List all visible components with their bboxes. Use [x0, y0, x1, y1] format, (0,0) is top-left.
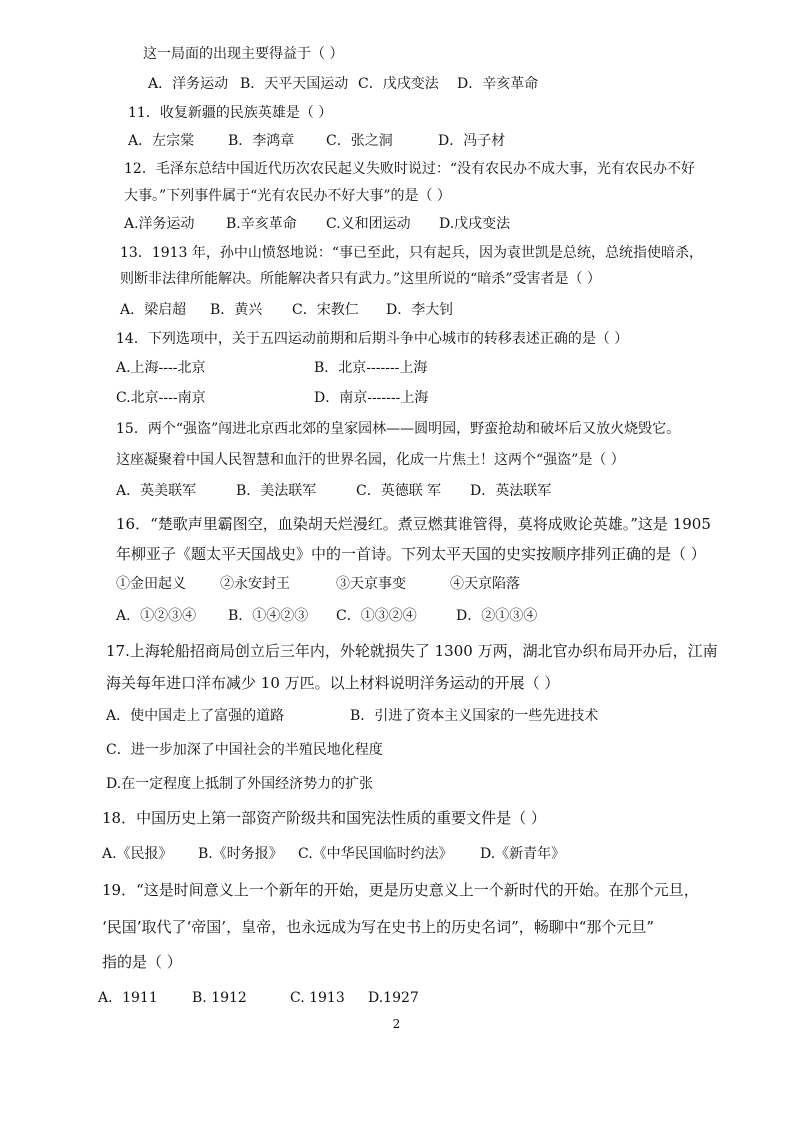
q16-option-b: B．①④②③	[228, 608, 309, 624]
q16-option-a: A．①②③④	[116, 608, 197, 624]
q14-option-a: A.上海----北京	[116, 360, 206, 376]
q12-option-b: B.辛亥革命	[226, 216, 297, 232]
q13-option-a: A．梁启超	[120, 302, 187, 318]
q11-option-b: B．李鸿章	[228, 133, 295, 149]
q18-option-c: C.《中华民国临时约法》	[298, 846, 453, 862]
q18-option-b: B.《时务报》	[198, 846, 283, 862]
q16-event-2: ②永安封王	[220, 576, 290, 592]
q14-stem: 14．下列选项中，关于五四运动前期和后期斗争中心城市的转移表述正确的是（ ）	[116, 331, 629, 347]
q15-option-a: A．英美联军	[116, 483, 197, 499]
q16-option-d: D．②①③④	[456, 608, 538, 624]
q18-option-d: D.《新青年》	[480, 846, 566, 862]
q19-stem-line-1: 19．“这是时间意义上一个新年的开始，更是历史意义上一个新时代的开始。在那个元旦，	[102, 881, 699, 899]
q18-option-a: A.《民报》	[102, 846, 173, 862]
q12-stem-line-1: 12．毛泽东总结中国近代历次农民起义失败时说过：“没有农民办不成大事，光有农民办不好	[124, 161, 695, 177]
q15-option-c: C．英德联 军	[356, 483, 442, 499]
page-number: 2	[392, 1017, 401, 1031]
q15-stem-line-1: 15．两个“强盗”闯进北京西北郊的皇家园林——圆明园，野蛮抢劫和破坏后又放火烧毁它。	[116, 421, 681, 437]
q16-stem-line-2: 年柳亚子《题太平天国战史》中的一首诗。下列太平天国的史实按顺序排列正确的是（ ）	[116, 545, 706, 563]
q19-option-c: C. 1913	[290, 990, 345, 1006]
q13-stem-line-1: 13．1913 年，孙中山愤怒地说：“事已至此，只有起兵，因为袁世凯是总统，总统指使暗杀，	[120, 245, 704, 261]
q10-option-b: B．天平天国运动	[240, 76, 349, 92]
q10-option-c: C．戊戌变法	[358, 76, 439, 92]
q14-option-b: B．北京-------上海	[314, 360, 428, 376]
q12-option-a: A.洋务运动	[124, 216, 195, 232]
q19-option-a: A．1911	[98, 990, 158, 1006]
q13-option-d: D．李大钊	[386, 302, 454, 318]
q11-option-a: A．左宗棠	[128, 133, 195, 149]
q13-option-c: C．宋教仁	[292, 302, 359, 318]
q17-option-b: B．引进了资本主义国家的一些先进技术	[350, 708, 599, 724]
q16-event-3: ③天京事变	[336, 576, 406, 592]
q14-option-c: C.北京----南京	[116, 390, 206, 406]
q17-option-d: D.在一定程度上抵制了外国经济势力的扩张	[106, 776, 374, 792]
q17-stem-line-1: 17.上海轮船招商局创立后三年内，外轮就损失了 1300 万两，湖北官办织布局开办后，江南	[106, 642, 718, 660]
q10-stem: 这一局面的出现主要得益于（ ）	[143, 46, 344, 62]
q16-option-c: C．①③②④	[336, 608, 417, 624]
q16-stem-line-1: 16．“楚歌声里霸图空，血染胡天烂漫红。煮豆燃萁谁管得，莫将成败论英雄。”这是 1905	[116, 515, 711, 533]
q11-stem: 11．收复新疆的民族英雄是（ ）	[128, 105, 333, 121]
q14-option-d: D．南京-------上海	[314, 390, 429, 406]
q15-stem-line-2: 这座凝聚着中国人民智慧和血汗的世界名园，化成一片焦土！这两个“强盗”是（ ）	[116, 452, 625, 468]
q15-option-b: B．美法联军	[236, 483, 317, 499]
q17-stem-line-2: 海关每年进口洋布减少 10 万匹。以上材料说明洋务运动的开展（ ）	[106, 674, 560, 692]
q15-option-d: D．英法联军	[470, 483, 552, 499]
q11-option-c: C．张之洞	[326, 133, 393, 149]
q19-stem-line-2: ‘民国’取代了‘帝国’，皇帝，也永远成为写在史书上的历史名词”，畅聊中“那个元旦”	[102, 918, 655, 936]
q10-option-a: A．洋务运动	[148, 76, 229, 92]
q17-option-a: A．使中国走上了富强的道路	[106, 708, 285, 724]
q11-option-d: D．冯子材	[438, 133, 506, 149]
q18-stem: 18．中国历史上第一部资产阶级共和国宪法性质的重要文件是（ ）	[102, 809, 546, 827]
q12-stem-line-2: 大事。”下列事件属于“光有农民办不好大事”的是（ ）	[124, 188, 451, 204]
q13-stem-line-2: 则断非法律所能解决。所能解决者只有武力。”这里所说的“暗杀”受害者是（ ）	[120, 271, 601, 287]
q10-option-d: D．辛亥革命	[457, 76, 539, 92]
q16-event-4: ④天京陷落	[450, 576, 520, 592]
q13-option-b: B．黄兴	[210, 302, 263, 318]
q19-stem-line-3: 指的是（ ）	[102, 953, 182, 971]
q19-option-d: D.1927	[368, 990, 419, 1006]
q19-option-b: B. 1912	[192, 990, 247, 1006]
q17-option-c: C．进一步加深了中国社会的半殖民地化程度	[106, 742, 383, 758]
q12-option-c: C.义和团运动	[326, 216, 411, 232]
q12-option-d: D.戊戌变法	[439, 216, 511, 232]
q16-event-1: ①金田起义	[116, 576, 186, 592]
